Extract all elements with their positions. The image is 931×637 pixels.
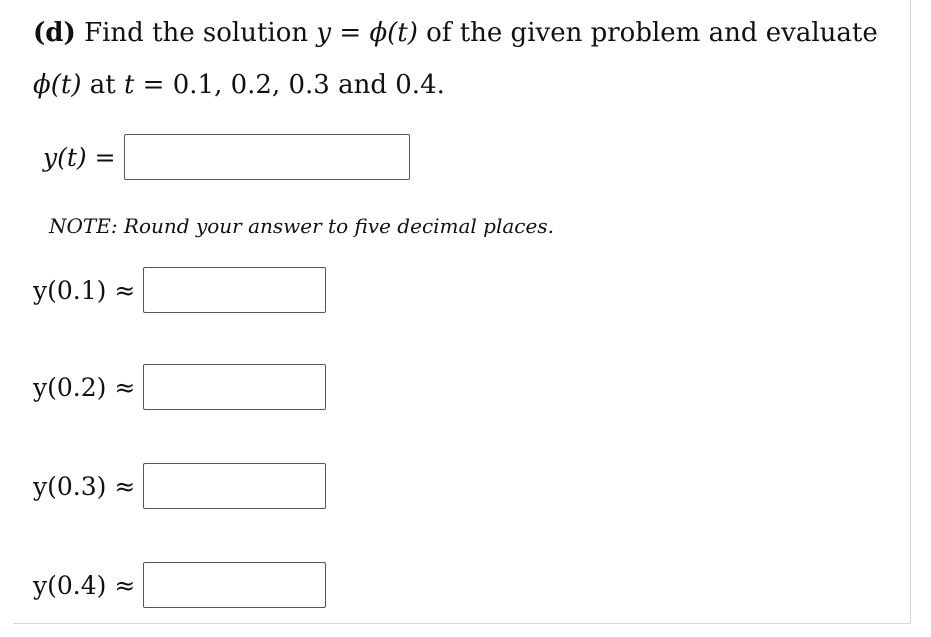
math-phi-t: ϕ(t) — [369, 18, 418, 48]
problem-line-1 — [33, 18, 878, 48]
evaluation-row — [33, 364, 326, 410]
math-equals: = — [134, 70, 173, 100]
math-phi-t: ϕ(t) — [33, 70, 82, 100]
evaluation-row — [33, 562, 326, 608]
evaluation-row — [33, 267, 326, 313]
evaluation-row — [33, 463, 326, 509]
problem-text: Find the solution — [84, 18, 309, 48]
problem-text-at: at — [89, 70, 116, 100]
evaluation-label: y(0.2) ≈ — [33, 372, 136, 402]
math-equals: = — [331, 18, 370, 48]
math-y: y — [316, 18, 332, 48]
evaluation-input-0-4[interactable] — [143, 562, 326, 608]
problem-card — [13, 0, 911, 624]
math-t: t — [123, 70, 135, 100]
rounding-note: NOTE: Round your answer to five decimal places. — [49, 214, 554, 238]
solution-row — [43, 134, 410, 180]
evaluation-label: y(0.3) ≈ — [33, 471, 136, 501]
evaluation-label: y(0.4) ≈ — [33, 570, 136, 600]
solution-input[interactable] — [124, 134, 410, 180]
part-label: (d) — [33, 18, 76, 48]
problem-text-tail: and 0.4. — [338, 70, 445, 100]
solution-label: y(t) = — [43, 142, 116, 172]
math-values: 0.1, 0.2, 0.3 — [172, 70, 330, 100]
problem-line-2 — [33, 70, 445, 100]
evaluation-label: y(0.1) ≈ — [33, 275, 136, 305]
evaluation-input-0-3[interactable] — [143, 463, 326, 509]
problem-text-tail: of the given problem and evaluate — [426, 18, 878, 48]
evaluation-input-0-1[interactable] — [143, 267, 326, 313]
evaluation-input-0-2[interactable] — [143, 364, 326, 410]
